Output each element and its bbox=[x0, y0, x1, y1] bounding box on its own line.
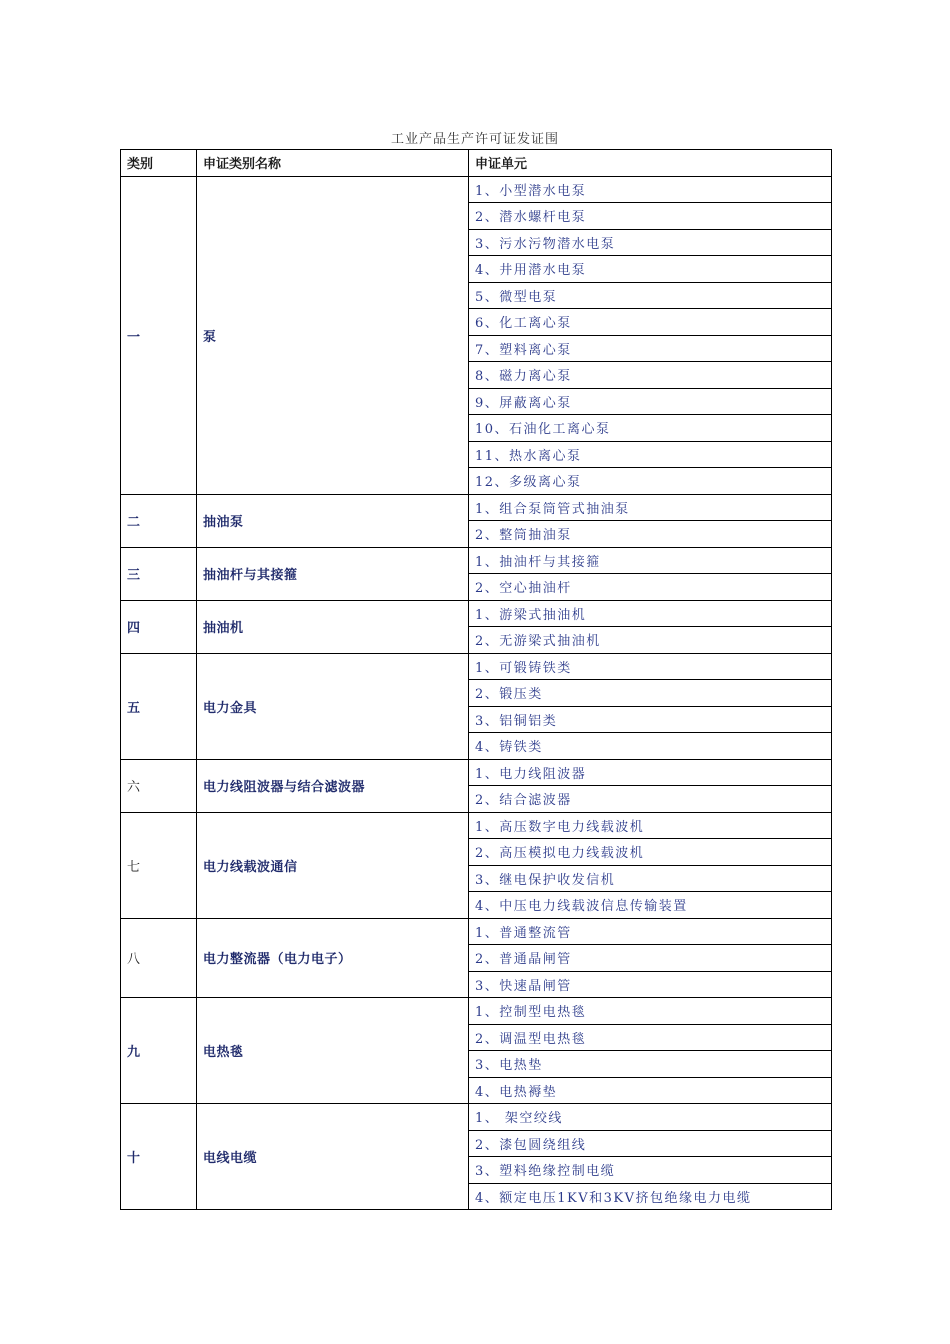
permit-unit: 5、微型电泵 bbox=[469, 282, 832, 309]
permit-unit: 8、磁力离心泵 bbox=[469, 362, 832, 389]
permit-unit: 10、石油化工离心泵 bbox=[469, 415, 832, 442]
permit-unit: 2、无游梁式抽油机 bbox=[469, 627, 832, 654]
permit-unit: 2、潜水螺杆电泵 bbox=[469, 203, 832, 230]
permit-unit: 3、电热垫 bbox=[469, 1051, 832, 1078]
category-name: 电力线载波通信 bbox=[197, 812, 469, 918]
table-row bbox=[121, 600, 832, 627]
permit-unit: 1、小型潜水电泵 bbox=[469, 176, 832, 203]
permit-unit: 2、调温型电热毯 bbox=[469, 1024, 832, 1051]
permit-unit: 6、化工离心泵 bbox=[469, 309, 832, 336]
permit-unit: 4、中压电力线载波信息传输装置 bbox=[469, 892, 832, 919]
category-name: 电力整流器（电力电子） bbox=[197, 918, 469, 998]
document-title: 工业产品生产许可证发证围 bbox=[390, 132, 559, 147]
category-number: 九 bbox=[121, 998, 197, 1104]
category-number: 八 bbox=[121, 918, 197, 998]
permit-unit: 1、可锻铸铁类 bbox=[469, 653, 832, 680]
permit-unit: 9、屏蔽离心泵 bbox=[469, 388, 832, 415]
permit-unit: 4、额定电压1KV和3KV挤包绝缘电力电缆 bbox=[469, 1183, 832, 1210]
category-name: 泵 bbox=[197, 176, 469, 494]
header-category: 类别 bbox=[121, 150, 197, 177]
permit-unit: 1、控制型电热毯 bbox=[469, 998, 832, 1025]
permit-unit: 1、高压数字电力线载波机 bbox=[469, 812, 832, 839]
table-row bbox=[121, 998, 832, 1025]
permit-unit: 3、铝铜铝类 bbox=[469, 706, 832, 733]
permit-unit: 1、抽油杆与其接箍 bbox=[469, 547, 832, 574]
category-name: 电力线阻波器与结合滤波器 bbox=[197, 759, 469, 812]
permit-unit: 1、电力线阻波器 bbox=[469, 759, 832, 786]
permit-unit: 2、空心抽油杆 bbox=[469, 574, 832, 601]
table-row bbox=[121, 494, 832, 521]
permit-unit: 2、高压模拟电力线载波机 bbox=[469, 839, 832, 866]
permit-unit: 1、游梁式抽油机 bbox=[469, 600, 832, 627]
permit-unit: 11、热水离心泵 bbox=[469, 441, 832, 468]
permit-unit: 1、普通整流管 bbox=[469, 918, 832, 945]
permit-unit: 4、铸铁类 bbox=[469, 733, 832, 760]
permit-unit: 3、塑料绝缘控制电缆 bbox=[469, 1157, 832, 1184]
category-number: 四 bbox=[121, 600, 197, 653]
header-row bbox=[121, 150, 832, 177]
category-number: 三 bbox=[121, 547, 197, 600]
table-row bbox=[121, 653, 832, 680]
permit-unit: 12、多级离心泵 bbox=[469, 468, 832, 495]
header-unit: 申证单元 bbox=[469, 150, 832, 177]
permit-unit: 3、污水污物潜水电泵 bbox=[469, 229, 832, 256]
table-row bbox=[121, 812, 832, 839]
permit-unit: 2、整筒抽油泵 bbox=[469, 521, 832, 548]
table-row bbox=[121, 759, 832, 786]
table-row bbox=[121, 176, 832, 203]
category-name: 电力金具 bbox=[197, 653, 469, 759]
table-row bbox=[121, 547, 832, 574]
category-name: 抽油杆与其接箍 bbox=[197, 547, 469, 600]
header-category-name: 申证类别名称 bbox=[197, 150, 469, 177]
permit-unit: 3、快速晶闸管 bbox=[469, 971, 832, 998]
permit-unit: 2、结合滤波器 bbox=[469, 786, 832, 813]
table-row bbox=[121, 918, 832, 945]
category-number: 十 bbox=[121, 1104, 197, 1210]
permit-unit: 7、塑料离心泵 bbox=[469, 335, 832, 362]
category-number: 二 bbox=[121, 494, 197, 547]
category-number: 七 bbox=[121, 812, 197, 918]
category-name: 电热毯 bbox=[197, 998, 469, 1104]
permit-table bbox=[120, 149, 832, 1210]
category-name: 抽油机 bbox=[197, 600, 469, 653]
permit-unit: 3、继电保护收发信机 bbox=[469, 865, 832, 892]
category-number: 六 bbox=[121, 759, 197, 812]
category-number: 五 bbox=[121, 653, 197, 759]
permit-unit: 2、锻压类 bbox=[469, 680, 832, 707]
table-row bbox=[121, 1104, 832, 1131]
permit-unit: 2、普通晶闸管 bbox=[469, 945, 832, 972]
permit-unit: 4、电热褥垫 bbox=[469, 1077, 832, 1104]
permit-unit: 4、井用潜水电泵 bbox=[469, 256, 832, 283]
category-number: 一 bbox=[121, 176, 197, 494]
permit-unit: 1、组合泵筒管式抽油泵 bbox=[469, 494, 832, 521]
permit-table-body bbox=[121, 176, 832, 1210]
category-name: 抽油泵 bbox=[197, 494, 469, 547]
permit-unit: 1、 架空绞线 bbox=[469, 1104, 832, 1131]
category-name: 电线电缆 bbox=[197, 1104, 469, 1210]
permit-unit: 2、漆包圆绕组线 bbox=[469, 1130, 832, 1157]
